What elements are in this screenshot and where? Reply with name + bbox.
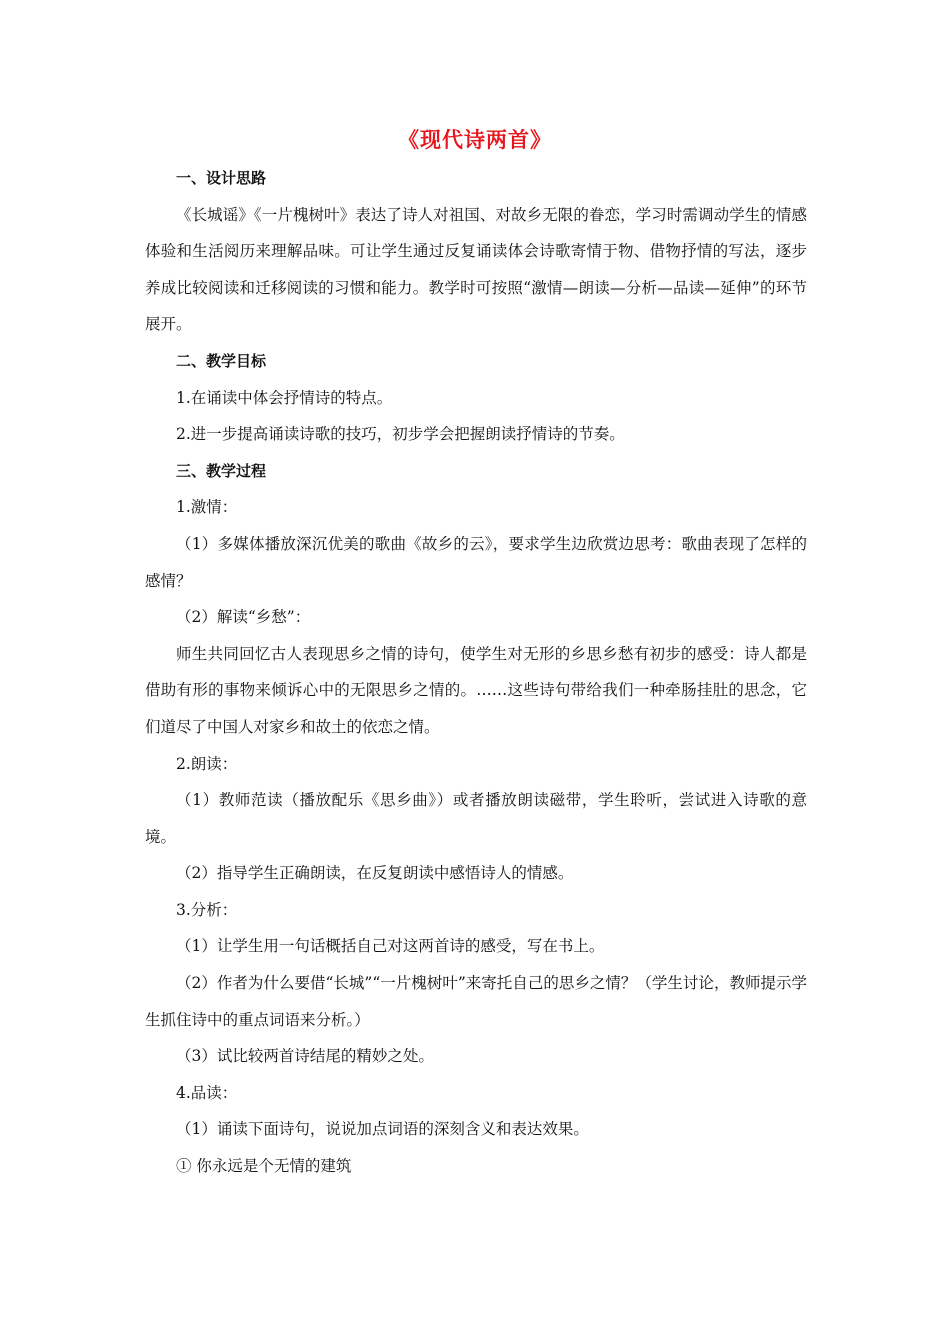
process-step-2: 2.朗读： bbox=[176, 754, 238, 773]
design-paragraph: 《长城谣》《一片槐树叶》表达了诗人对祖国、对故乡无限的眷恋，学习时需调动学生的情感体验和生活阅历来理解品味。可让学生通过反复诵读体会诗歌寄情于物、借物抒情的写法，逐步养成比较阅读和迁移阅读的习惯和能力。教学时可按照“激情—朗读—分析—品读—延伸”的环节展开。 bbox=[145, 205, 807, 334]
process-step-1-item-b: （2）解读“乡愁”： bbox=[176, 608, 311, 627]
process-step-1: 1.激情： bbox=[176, 498, 238, 517]
poem-line-1: ① 你永远是个无情的建筑 bbox=[176, 1157, 352, 1176]
process-step-3-item-c: （3）试比较两首诗结尾的精妙之处。 bbox=[176, 1047, 434, 1066]
process-step-4-item-a: （1）诵读下面诗句，说说加点词语的深刻含义和表达效果。 bbox=[176, 1120, 589, 1139]
process-step-1-item-a: （1）多媒体播放深沉优美的歌曲《故乡的云》，要求学生边欣赏边思考：歌曲表现了怎样的感情？ bbox=[145, 534, 807, 590]
process-step-2-item-b: （2）指导学生正确朗读，在反复朗读中感悟诗人的情感。 bbox=[176, 864, 574, 883]
section-heading-design: 一、设计思路 bbox=[176, 169, 267, 187]
process-step-4: 4.品读： bbox=[176, 1083, 238, 1102]
document-title: 《现代诗两首》 bbox=[398, 128, 552, 152]
section-heading-goals: 二、教学目标 bbox=[176, 351, 267, 370]
goal-item-1: 1.在诵读中体会抒情诗的特点。 bbox=[176, 388, 393, 407]
section-heading-process: 三、教学过程 bbox=[176, 461, 267, 480]
process-step-2-item-a: （1）教师范读（播放配乐《思乡曲》）或者播放朗读磁带，学生聆听，尝试进入诗歌的意境。 bbox=[145, 791, 807, 846]
process-step-3: 3.分析： bbox=[176, 900, 238, 919]
process-step-3-item-a: （1）让学生用一句话概括自己对这两首诗的感受，写在书上。 bbox=[176, 937, 605, 956]
process-step-1-item-b-text: 师生共同回忆古人表现思乡之情的诗句，使学生对无形的乡思乡愁有初步的感受：诗人都是借助有形的事物来倾诉心中的无限思乡之情的。……这些诗句带给我们一种牵肠挂肚的思念，它们道尽了中国人对家乡和故土的依恋之情。 bbox=[145, 644, 807, 736]
document-body bbox=[145, 160, 807, 1185]
process-step-3-item-b: （2）作者为什么要借“长城”“一片槐树叶”来寄托自己的思乡之情？（学生讨论，教师提示学生抓住诗中的重点词语来分析。） bbox=[145, 974, 807, 1029]
goal-item-2: 2.进一步提高诵读诗歌的技巧，初步学会把握朗读抒情诗的节奏。 bbox=[176, 425, 625, 444]
